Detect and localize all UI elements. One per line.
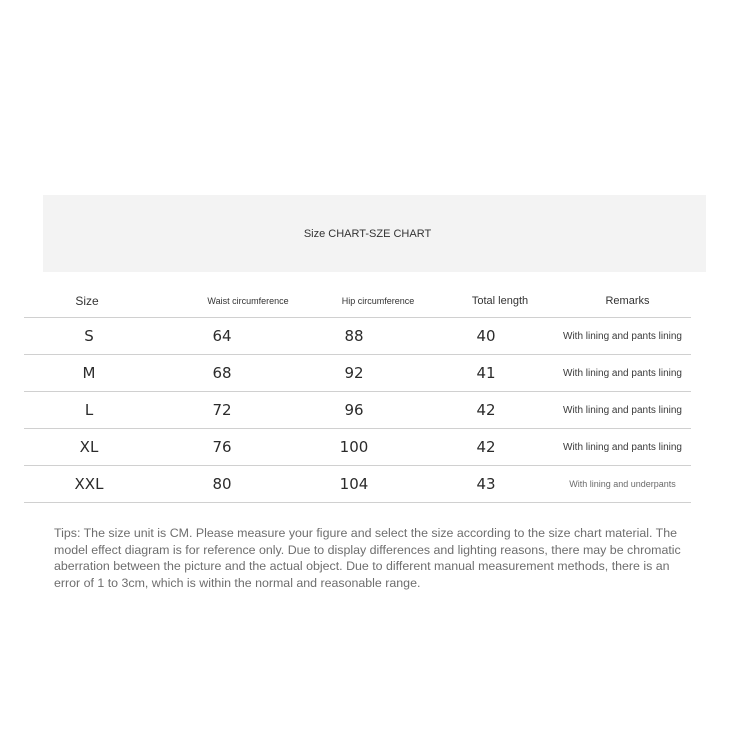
table-row [24, 318, 691, 355]
waist-cell: 76 [212, 438, 232, 456]
length-cell: 41 [476, 364, 496, 382]
header-total-length: Total length [471, 294, 529, 307]
size-cell: XL [79, 438, 99, 456]
length-cell: 43 [476, 475, 496, 493]
hip-cell: 104 [339, 475, 369, 493]
hip-cell: 88 [344, 327, 364, 345]
hip-cell: 96 [344, 401, 364, 419]
length-cell: 42 [476, 438, 496, 456]
remarks-cell: With lining and pants lining [563, 367, 682, 379]
size-table [24, 284, 691, 503]
header-hip: Hip circumference [341, 295, 415, 306]
remarks-cell: With lining and pants lining [563, 404, 682, 416]
size-cell: M [82, 364, 96, 382]
header-waist: Waist circumference [207, 295, 289, 306]
remarks-cell: With lining and underpants [569, 479, 676, 489]
length-cell: 42 [476, 401, 496, 419]
header-remarks: Remarks [605, 294, 650, 307]
size-chart-title: Size CHART-SZE CHART [303, 227, 432, 240]
size-cell: XXL [74, 475, 104, 493]
table-row [24, 392, 691, 429]
table-row [24, 466, 691, 503]
table-header-row [24, 284, 691, 318]
remarks-cell: With lining and pants lining [563, 330, 682, 342]
length-cell: 40 [476, 327, 496, 345]
table-row [24, 429, 691, 466]
hip-cell: 92 [344, 364, 364, 382]
waist-cell: 80 [212, 475, 232, 493]
remarks-cell: With lining and pants lining [563, 441, 682, 453]
waist-cell: 72 [212, 401, 232, 419]
size-tips: Tips: The size unit is CM. Please measure your figure and select the size according to the size chart material. The model effect diagram is for reference only. Due to display differences and lighting reasons, there may be chromatic aberration between the picture and the actual object. Due to different manual measurement methods, there is an error of 1 to 3cm, which is within the normal and reasonable range. [54, 526, 681, 590]
table-row [24, 355, 691, 392]
size-cell: L [84, 401, 94, 419]
hip-cell: 100 [339, 438, 369, 456]
waist-cell: 64 [212, 327, 232, 345]
size-cell: S [84, 327, 94, 345]
size-chart-banner [43, 195, 706, 272]
waist-cell: 68 [212, 364, 232, 382]
header-size: Size [75, 293, 99, 308]
